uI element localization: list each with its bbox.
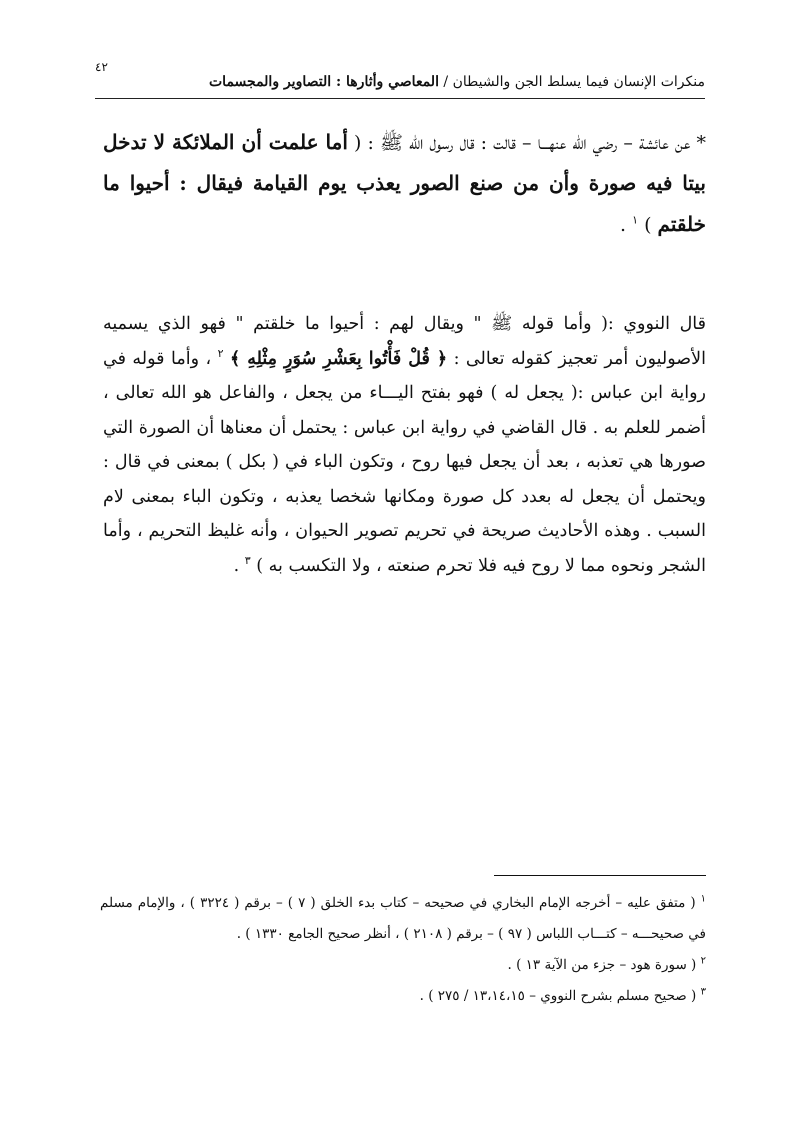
footnote-divider — [494, 875, 706, 876]
page-number: ٤٢ — [95, 60, 108, 74]
footnote-marker: ٢ — [700, 955, 706, 967]
commentary-part1: قال النووي :( وأما قوله ﷺ " ويقال لهم : أحيوا ما خلقتم " فهو الذي يسميه الأصوليون أمر تعجيز كقوله تعالى : — [103, 314, 706, 369]
commentary-end: . — [233, 555, 245, 576]
footnote-text: ( سورة هود – جزء من الآية ١٣ ) . — [507, 957, 697, 973]
footnote-1 — [100, 888, 706, 950]
footnote-text: ( متفق عليه – أخرجه الإمام البخاري في صحيحه – كتاب بدء الخلق ( ٧ ) – برقم ( ٣٢٢٤ ) ، والإمام مسلم في صحيحـــه – كتـــاب اللباس ( ٩٧ ) – برقم ( ٢١٠٨ ) ، أنظر صحيح الجامع ١٣٣٠ ) . — [100, 895, 706, 942]
footnote-ref-2[interactable]: ٢ — [217, 346, 224, 360]
footnote-3 — [100, 981, 706, 1012]
chapter-title: المعاصي وأثارها : التصاوير والمجسمات — [209, 74, 439, 90]
hadith-paragraph — [103, 122, 706, 245]
header-divider — [95, 98, 705, 99]
footnote-marker: ٣ — [700, 986, 706, 998]
commentary-paragraph — [103, 307, 706, 583]
footnotes — [100, 888, 706, 1012]
quran-verse: ﴿ قُلْ فَأْتُوا بِعَشْرِ سُوَرٍ مِثْلِهِ ﴾ — [229, 348, 448, 369]
footnote-marker: ١ — [700, 893, 706, 905]
footnote-2 — [100, 950, 706, 981]
page-header — [95, 60, 705, 100]
hadith-end: . — [620, 214, 633, 236]
hadith-text: أما علمت أن الملائكة لا تدخل بيتا فيه صورة وأن من صنع الصور يعذب يوم القيامة فيقال : أحيوا ما خلقتم — [103, 130, 706, 236]
book-title: منكرات الإنسان فيما يسلط الجن والشيطان / — [438, 74, 705, 90]
footnote-ref-3[interactable]: ٣ — [244, 553, 251, 567]
commentary-part2: ، وأما قوله في رواية ابن عباس :( يجعل له ) فهو بفتح اليـــاء من يجعل ، والفاعل هو الله تعالى ، أضمر للعلم به . قال القاضي في رواية ابن عباس : يحتمل أن معناها أن الصورة التي صورها هي تعذبه ، بعد أن يجعل فيها روح ، وتكون الباء في ( بكل ) بمعنى في قال : ويحتمل أن يجعل له بعدد كل صورة ومكانها شخصا يعذبه ، وتكون الباء بمعنى لام السبب . وهذه الأحاديث صريحة في تحريم تصوير الحيوان ، وأنه غليظ التحريم ، وأما الشجر ونحوه مما لا روح فيه فلا تحرم صنعته ، ولا التكسب به ) — [103, 348, 706, 576]
footnote-ref-1[interactable]: ١ — [632, 213, 639, 227]
hadith-close: ) — [644, 214, 652, 236]
main-text — [103, 122, 706, 583]
footnote-text: ( صحيح مسلم بشرح النووي – ١٣،١٤،١٥ / ٢٧٥ ) . — [419, 988, 697, 1004]
running-title — [209, 74, 705, 90]
hadith-intro: * عن عائشة – رضي الله عنهـــا – قالت : قال رسول الله ﷺ : ( — [354, 132, 706, 154]
